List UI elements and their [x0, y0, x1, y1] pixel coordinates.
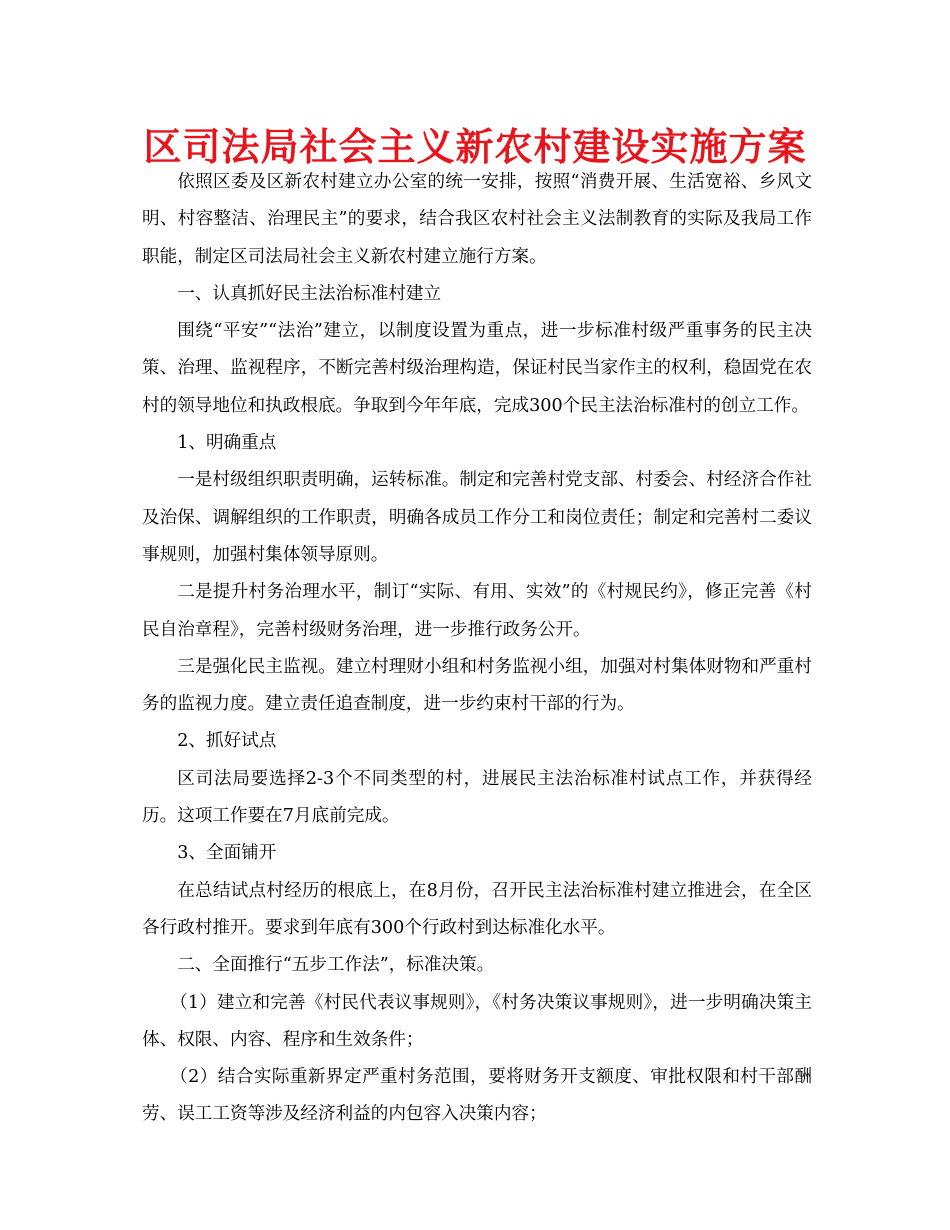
subheading-3: 3、全面铺开	[177, 843, 277, 864]
paragraph-pilot: 区司法局要选择2-3个不同类型的村，进展民主法治标准村试点工作，并获得经历。这项工作要在7月底前完成。	[142, 768, 812, 827]
section-heading-2: 二、全面推行“五步工作法”，标准决策。	[177, 955, 495, 976]
list-item-2: （2）结合实际重新界定严重村务范围，要将财务开支额度、审批权限和村干部酬劳、误工工资等涉及经济利益的内包容入决策内容；	[142, 1067, 812, 1125]
paragraph-point-2: 二是提升村务治理水平，制订“实际、有用、实效”的《村规民约》，修正完善《村民自治章程》，完善村级财务治理，进一步推行政务公开。	[142, 582, 812, 640]
section-heading-1: 一、认真抓好民主法治标准村建立	[177, 283, 442, 304]
paragraph-intro: 依照区委及区新农村建立办公室的统一安排，按照“消费开展、生活宽裕、乡风文明、村容整洁、治理民主”的要求，结合我区农村社会主义法制教育的实际及我局工作职能，制定区司法局社会主义新农村建立施行方案。	[142, 172, 812, 267]
subheading-2: 2、抓好试点	[177, 731, 277, 752]
document-body	[142, 164, 812, 1134]
subheading-1: 1、明确重点	[177, 433, 277, 454]
document-title: 区司法局社会主义新农村建设实施方案	[143, 125, 807, 169]
paragraph-point-1: 一是村级组织职责明确，运转标准。制定和完善村党支部、村委会、村经济合作社及治保、调解组织的工作职责，明确各成员工作分工和岗位责任；制定和完善村二委议事规则，加强村集体领导原则。	[142, 470, 812, 565]
list-item-1: （1）建立和完善《村民代表议事规则》，《村务决策议事规则》，进一步明确决策主体、权限、内容、程序和生效条件；	[142, 992, 812, 1050]
paragraph-rollout: 在总结试点村经历的根底上，在8月份，召开民主法治标准村建立推进会，在全区各行政村推开。要求到年底有300个行政村到达标准化水平。	[142, 880, 812, 938]
paragraph-point-3: 三是强化民主监视。建立村理财小组和村务监视小组，加强对村集体财物和严重村务的监视力度。建立责任追查制度，进一步约束村干部的行为。	[142, 656, 812, 715]
paragraph-section-1: 围绕“平安”“法治”建立，以制度设置为重点，进一步标准村级严重事务的民主决策、治理、监视程序，不断完善村级治理构造，保证村民当家作主的权利，稳固党在农村的领导地位和执政根底。争取到今年年底，完成300个民主法治标准村的创立工作。	[142, 321, 812, 416]
